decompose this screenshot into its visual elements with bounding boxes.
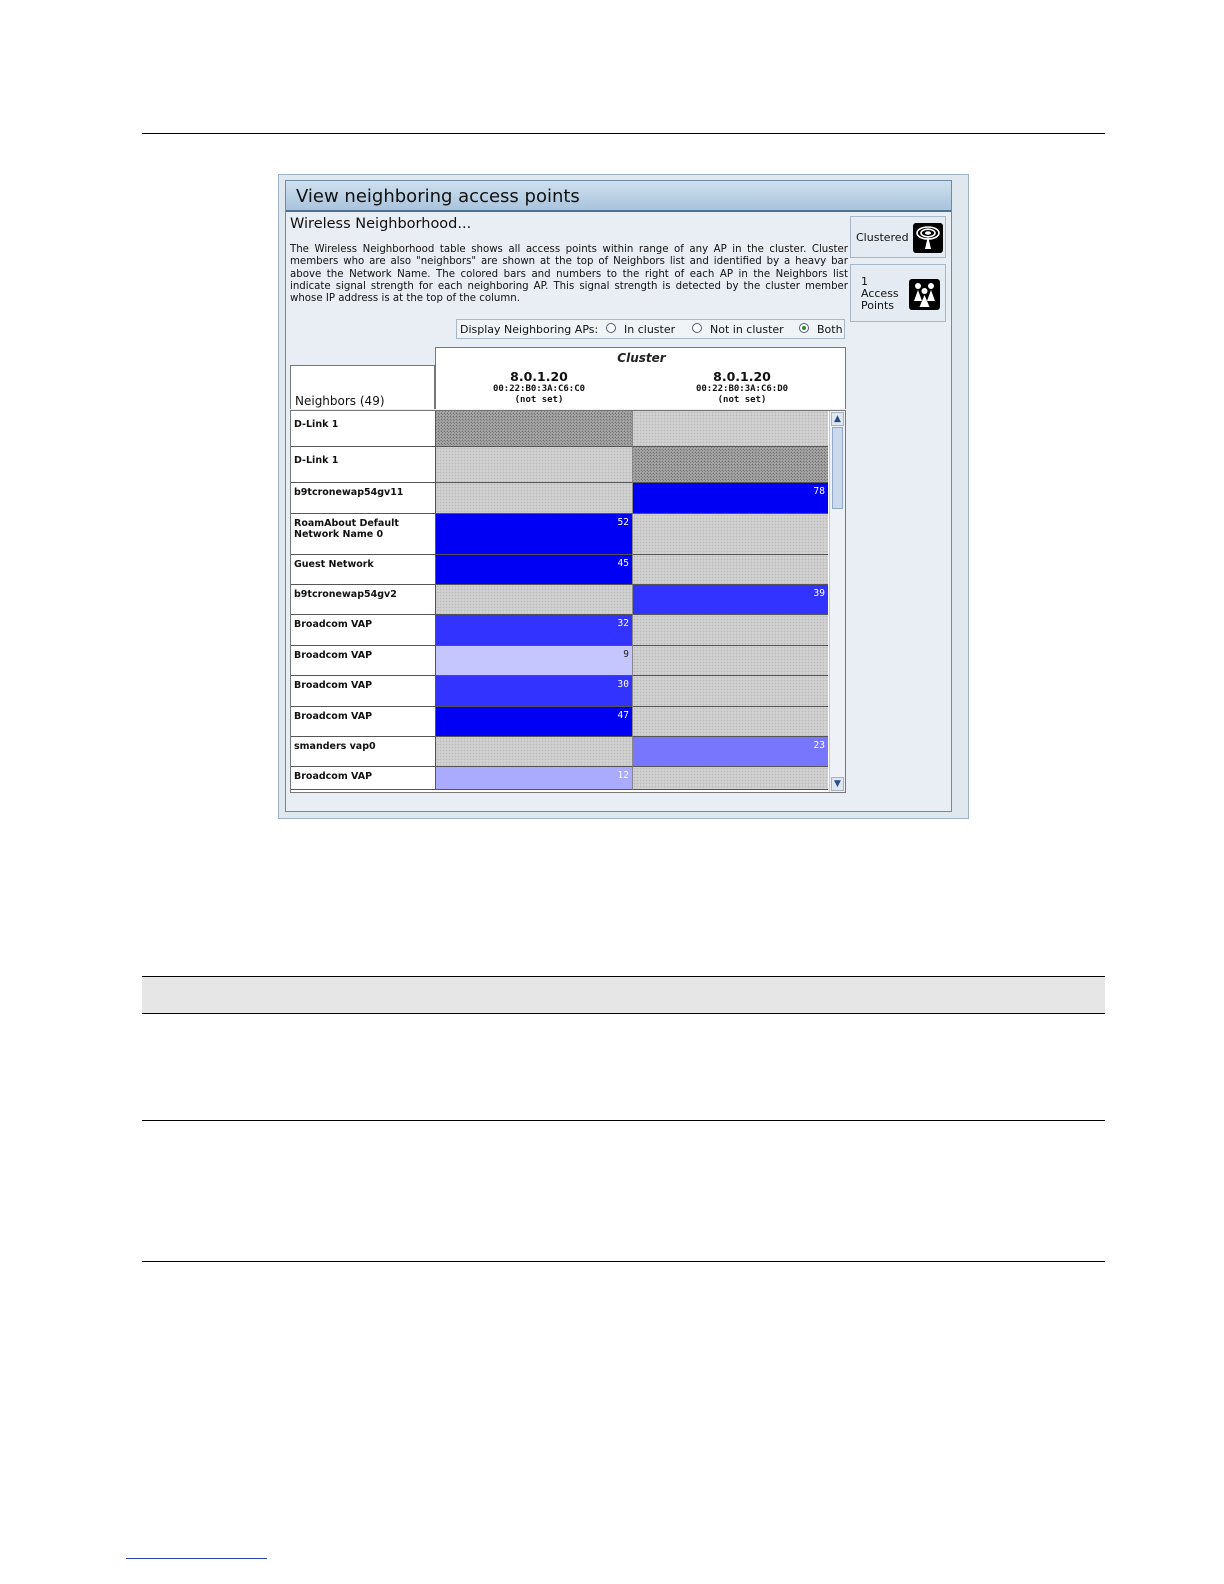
neighbor-name-cell: D-Link 1 — [291, 447, 435, 483]
doc-rule-3 — [142, 1120, 1105, 1121]
signal-cell-ap-2 — [632, 676, 828, 707]
page-top-rule — [142, 133, 1105, 134]
access-points-status-box — [850, 264, 946, 322]
ap-1-ip: 8.0.1.20 — [510, 369, 568, 384]
signal-strength-value: 39 — [813, 588, 825, 599]
signal-strength-value: 12 — [617, 770, 629, 781]
signal-cell-ap-2 — [632, 483, 828, 514]
signal-cell-ap-1 — [435, 646, 632, 676]
signal-cell-ap-2 — [632, 767, 828, 790]
signal-cell-ap-1 — [435, 737, 632, 767]
panel-title: View neighboring access points — [296, 186, 580, 207]
signal-strength-value: 78 — [813, 486, 825, 497]
signal-cell-ap-1 — [435, 585, 632, 615]
signal-cell-ap-2 — [632, 514, 828, 555]
ap-2-location: (not set) — [717, 395, 767, 405]
table-row[interactable] — [291, 615, 828, 646]
signal-cell-ap-1 — [435, 555, 632, 585]
signal-cell-ap-2 — [632, 646, 828, 676]
cluster-label: Cluster — [617, 351, 666, 365]
neighbor-name-cell: Broadcom VAP — [291, 676, 435, 707]
signal-cell-ap-2 — [632, 737, 828, 767]
ap-count: 1 — [861, 275, 868, 288]
neighbor-name-cell: Broadcom VAP — [291, 646, 435, 676]
signal-cell-ap-2 — [632, 615, 828, 646]
signal-cell-ap-1 — [435, 447, 632, 483]
neighbors-table — [290, 410, 846, 793]
signal-strength-value: 52 — [617, 517, 629, 528]
radio-in-cluster-label[interactable]: In cluster — [624, 323, 676, 336]
signal-cell-ap-1 — [435, 514, 632, 555]
signal-cell-ap-1 — [435, 615, 632, 646]
clustered-status-box — [850, 216, 946, 258]
wireless-signal-icon — [913, 223, 943, 253]
neighbor-name-cell: Broadcom VAP — [291, 767, 435, 790]
neighbors-panel — [285, 180, 952, 812]
ap-2-mac: 00:22:B0:3A:C6:D0 — [695, 384, 789, 394]
ap-2-ip: 8.0.1.20 — [713, 369, 771, 384]
radio-not-in-cluster[interactable] — [692, 323, 702, 333]
neighbor-name-cell: Broadcom VAP — [291, 615, 435, 646]
table-row[interactable] — [291, 767, 828, 790]
table-row[interactable] — [291, 555, 828, 585]
cluster-ap-1-header — [439, 370, 639, 406]
signal-cell-ap-1 — [435, 676, 632, 707]
cluster-column-header — [435, 347, 846, 409]
signal-cell-ap-1 — [435, 483, 632, 514]
table-row[interactable] — [291, 411, 828, 447]
table-row[interactable] — [291, 676, 828, 707]
signal-cell-ap-2 — [632, 707, 828, 737]
table-row[interactable] — [291, 737, 828, 767]
signal-cell-ap-2 — [632, 411, 828, 447]
doc-rule-1 — [142, 976, 1105, 977]
table-row[interactable] — [291, 447, 828, 483]
doc-rule-4 — [142, 1261, 1105, 1262]
signal-strength-value: 23 — [813, 740, 825, 751]
neighbor-name-cell: b9tcronewap54gv2 — [291, 585, 435, 615]
screenshot-frame — [278, 174, 969, 819]
neighbor-name-cell: smanders vap0 — [291, 737, 435, 767]
signal-cell-ap-1 — [435, 411, 632, 447]
table-row[interactable] — [291, 514, 828, 555]
signal-cell-ap-2 — [632, 555, 828, 585]
neighbor-name-cell: D-Link 1 — [291, 411, 435, 447]
signal-strength-value: 9 — [623, 649, 629, 660]
table-row[interactable] — [291, 483, 828, 514]
clustered-label: Clustered — [856, 231, 909, 244]
ap-count-label-access: Access — [861, 287, 899, 300]
cluster-ap-2-header — [642, 370, 842, 406]
neighbors-count-label: Neighbors (49) — [295, 394, 385, 408]
table-header-shade — [142, 977, 1105, 1013]
signal-cell-ap-1 — [435, 767, 632, 790]
section-subtitle: Wireless Neighborhood... — [290, 216, 472, 232]
signal-cell-ap-2 — [632, 447, 828, 483]
table-row[interactable] — [291, 707, 828, 737]
signal-strength-value: 45 — [617, 558, 629, 569]
neighbor-name-cell: b9tcronewap54gv11 — [291, 483, 435, 514]
ap-1-mac: 00:22:B0:3A:C6:C0 — [492, 384, 586, 394]
neighbor-name-cell: Broadcom VAP — [291, 707, 435, 737]
footer-link-underline — [126, 1558, 267, 1559]
radio-both[interactable] — [799, 323, 809, 333]
people-group-icon — [909, 279, 940, 310]
neighbor-name-cell: Guest Network — [291, 555, 435, 585]
signal-cell-ap-2 — [632, 585, 828, 615]
neighbor-name-cell: RoamAbout Default Network Name 0 — [291, 514, 435, 555]
signal-cell-ap-1 — [435, 707, 632, 737]
doc-rule-2 — [142, 1013, 1105, 1014]
signal-strength-value: 32 — [617, 618, 629, 629]
scroll-down-icon[interactable]: ▼ — [831, 777, 844, 791]
ap-1-location: (not set) — [514, 395, 564, 405]
scroll-thumb[interactable] — [832, 427, 843, 509]
signal-strength-value: 30 — [617, 679, 629, 690]
panel-header — [286, 181, 951, 212]
radio-in-cluster[interactable] — [606, 323, 616, 333]
table-row[interactable] — [291, 646, 828, 676]
neighbors-column-header — [290, 365, 435, 409]
ap-count-label-points: Points — [861, 299, 895, 312]
table-scrollbar[interactable] — [829, 411, 845, 792]
display-filter-bar — [456, 319, 845, 339]
radio-both-label[interactable]: Both — [817, 323, 843, 336]
radio-not-in-cluster-label[interactable]: Not in cluster — [710, 323, 784, 336]
signal-strength-value: 47 — [617, 710, 629, 721]
table-row[interactable] — [291, 585, 828, 615]
description-text: The Wireless Neighborhood table shows all access points within range of any AP in the cluster. Cluster members who are also "neighbors" are shown at the top of Neighbors list and identified by a heavy bar above the Network Name. The colored bars and numbers to the right of each AP in the Neighbors list indicate signal strength for each neighboring AP. This signal strength is detected by the cluster member whose IP address is at the top of the column. — [290, 244, 848, 305]
filter-label: Display Neighboring APs: — [460, 323, 599, 336]
scroll-up-icon[interactable]: ▲ — [831, 412, 844, 426]
